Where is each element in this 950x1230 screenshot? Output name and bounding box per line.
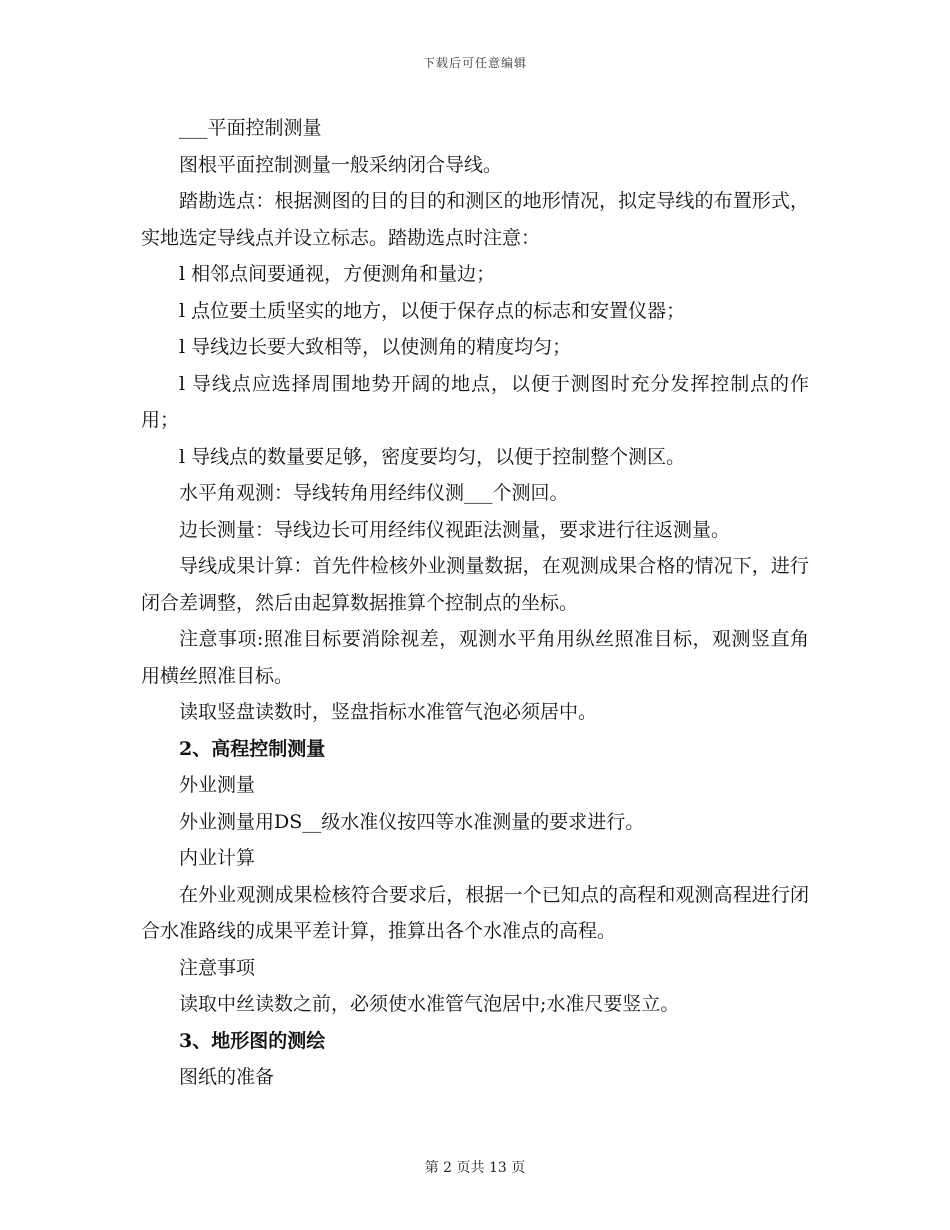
subheading: 外业测量: [179, 774, 256, 796]
list-item: l 点位要土质坚实的地方，以便于保存点的标志和安置仪器；: [179, 299, 686, 322]
paragraph: ___平面控制测量: [179, 117, 322, 139]
list-item: l 导线点的数量要足够，密度要均匀，以便于控制整个测区。: [179, 445, 686, 468]
paragraph: 注意事项:照准目标要消除视差，观测水平角用纵丝照准目标，观测竖直角用横丝照准目标。: [141, 628, 809, 687]
list-item: l 相邻点间要通视，方便测角和量边；: [179, 263, 496, 285]
section-heading: 3、地形图的测绘: [179, 1029, 326, 1052]
paragraph: 导线成果计算：首先件检核外业测量数据，在观测成果合格的情况下，进行闭合差调整，然后由起算数据推算个控制点的坐标。: [141, 555, 809, 614]
paragraph: 图根平面控制测量一般采纳闭合导线。: [179, 153, 503, 176]
page-header: 下载后可任意编辑: [422, 56, 527, 70]
list-item: l 导线边长要大致相等，以使测角的精度均匀；: [179, 336, 572, 358]
subheading: 图纸的准备: [179, 1066, 275, 1088]
subheading: 内业计算: [179, 847, 256, 869]
paragraph: 读取竖盘读数时，竖盘指标水准管气泡必须居中。: [179, 701, 598, 723]
page-footer: 第 2 页共 13 页: [424, 1160, 526, 1176]
list-item: l 导线点应选择周围地势开阔的地点，以便于测图时充分发挥控制点的作用；: [141, 372, 809, 431]
subheading: 注意事项: [179, 956, 256, 979]
paragraph: 水平角观测：导线转角用经纬仪测___个测回。: [179, 482, 569, 504]
paragraph: 读取中丝读数之前，必须使水准管气泡居中;水准尺要竖立。: [179, 993, 680, 1015]
paragraph: 在外业观测成果检核符合要求后，根据一个已知点的高程和观测高程进行闭合水准路线的成果平差计算，推算出各个水准点的高程。: [141, 883, 809, 942]
paragraph: 边长测量：导线边长可用经纬仪视距法测量，要求进行往返测量。: [179, 518, 731, 541]
paragraph: 外业测量用DS__级水准仪按四等水准测量的要求进行。: [179, 810, 645, 833]
paragraph: 踏勘选点：根据测图的目的目的和测区的地形情况，拟定导线的布置形式，实地选定导线点并设立标志。踏勘选点时注意：: [141, 190, 809, 249]
section-heading: 2、高程控制测量: [179, 737, 326, 760]
document-body: [141, 110, 809, 1096]
